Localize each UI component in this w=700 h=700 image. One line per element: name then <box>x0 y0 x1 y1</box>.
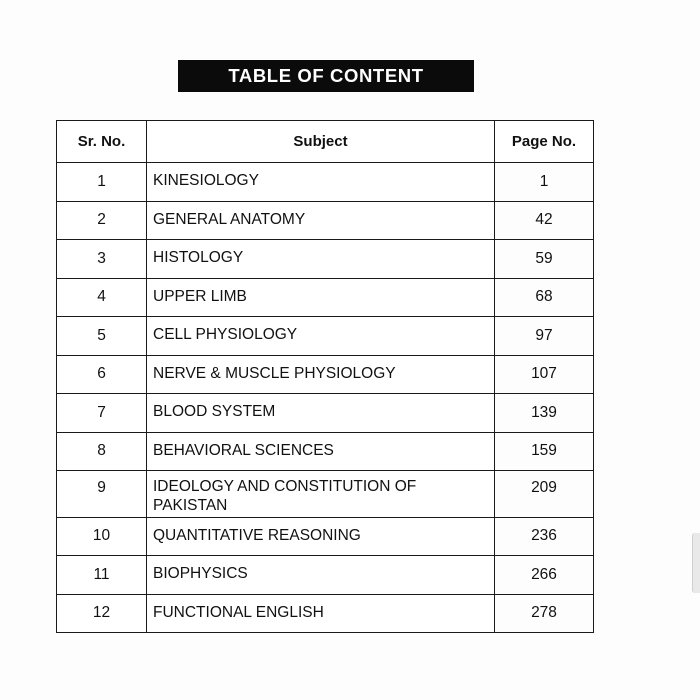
table-row <box>57 278 594 317</box>
cell-page-no: 209 <box>495 471 594 518</box>
cell-sr-no: 8 <box>57 432 147 471</box>
cell-subject: BEHAVIORAL SCIENCES <box>147 432 495 471</box>
column-header-sr-no: Sr. No. <box>57 121 147 163</box>
cell-subject: KINESIOLOGY <box>147 163 495 202</box>
cell-sr-no: 1 <box>57 163 147 202</box>
cell-sr-no: 12 <box>57 594 147 633</box>
cell-page-no: 159 <box>495 432 594 471</box>
cell-sr-no: 5 <box>57 317 147 356</box>
cell-sr-no: 4 <box>57 278 147 317</box>
page-title-banner <box>178 60 474 92</box>
table-row <box>57 471 594 518</box>
cell-page-no: 1 <box>495 163 594 202</box>
toc-table-header <box>57 121 594 163</box>
column-header-page-no: Page No. <box>495 121 594 163</box>
cell-page-no: 278 <box>495 594 594 633</box>
cell-sr-no: 9 <box>57 471 147 518</box>
cell-subject: UPPER LIMB <box>147 278 495 317</box>
cell-sr-no: 7 <box>57 394 147 433</box>
cell-page-no: 97 <box>495 317 594 356</box>
cell-subject: CELL PHYSIOLOGY <box>147 317 495 356</box>
toc-table <box>56 120 594 633</box>
table-row <box>57 163 594 202</box>
cell-sr-no: 6 <box>57 355 147 394</box>
page-title: TABLE OF CONTENT <box>228 65 424 86</box>
cell-page-no: 42 <box>495 201 594 240</box>
cell-subject: IDEOLOGY AND CONSTITUTION OF PAKISTAN <box>147 471 495 518</box>
table-row <box>57 317 594 356</box>
cell-page-no: 107 <box>495 355 594 394</box>
table-row <box>57 394 594 433</box>
cell-subject: FUNCTIONAL ENGLISH <box>147 594 495 633</box>
cell-subject: BIOPHYSICS <box>147 556 495 595</box>
cell-subject: QUANTITATIVE REASONING <box>147 517 495 556</box>
table-row <box>57 556 594 595</box>
cell-page-no: 59 <box>495 240 594 279</box>
table-row <box>57 432 594 471</box>
cell-subject: BLOOD SYSTEM <box>147 394 495 433</box>
cell-page-no: 266 <box>495 556 594 595</box>
table-of-contents <box>56 120 593 633</box>
table-row <box>57 240 594 279</box>
table-row <box>57 355 594 394</box>
table-row <box>57 201 594 240</box>
scroll-indicator[interactable] <box>692 533 700 593</box>
table-header-row <box>57 121 594 163</box>
cell-subject: HISTOLOGY <box>147 240 495 279</box>
cell-page-no: 68 <box>495 278 594 317</box>
cell-page-no: 139 <box>495 394 594 433</box>
cell-subject: GENERAL ANATOMY <box>147 201 495 240</box>
table-row <box>57 517 594 556</box>
cell-sr-no: 2 <box>57 201 147 240</box>
cell-page-no: 236 <box>495 517 594 556</box>
cell-sr-no: 11 <box>57 556 147 595</box>
cell-sr-no: 10 <box>57 517 147 556</box>
toc-table-body <box>57 163 594 633</box>
table-row <box>57 594 594 633</box>
cell-subject: NERVE & MUSCLE PHYSIOLOGY <box>147 355 495 394</box>
cell-sr-no: 3 <box>57 240 147 279</box>
column-header-subject: Subject <box>147 121 495 163</box>
